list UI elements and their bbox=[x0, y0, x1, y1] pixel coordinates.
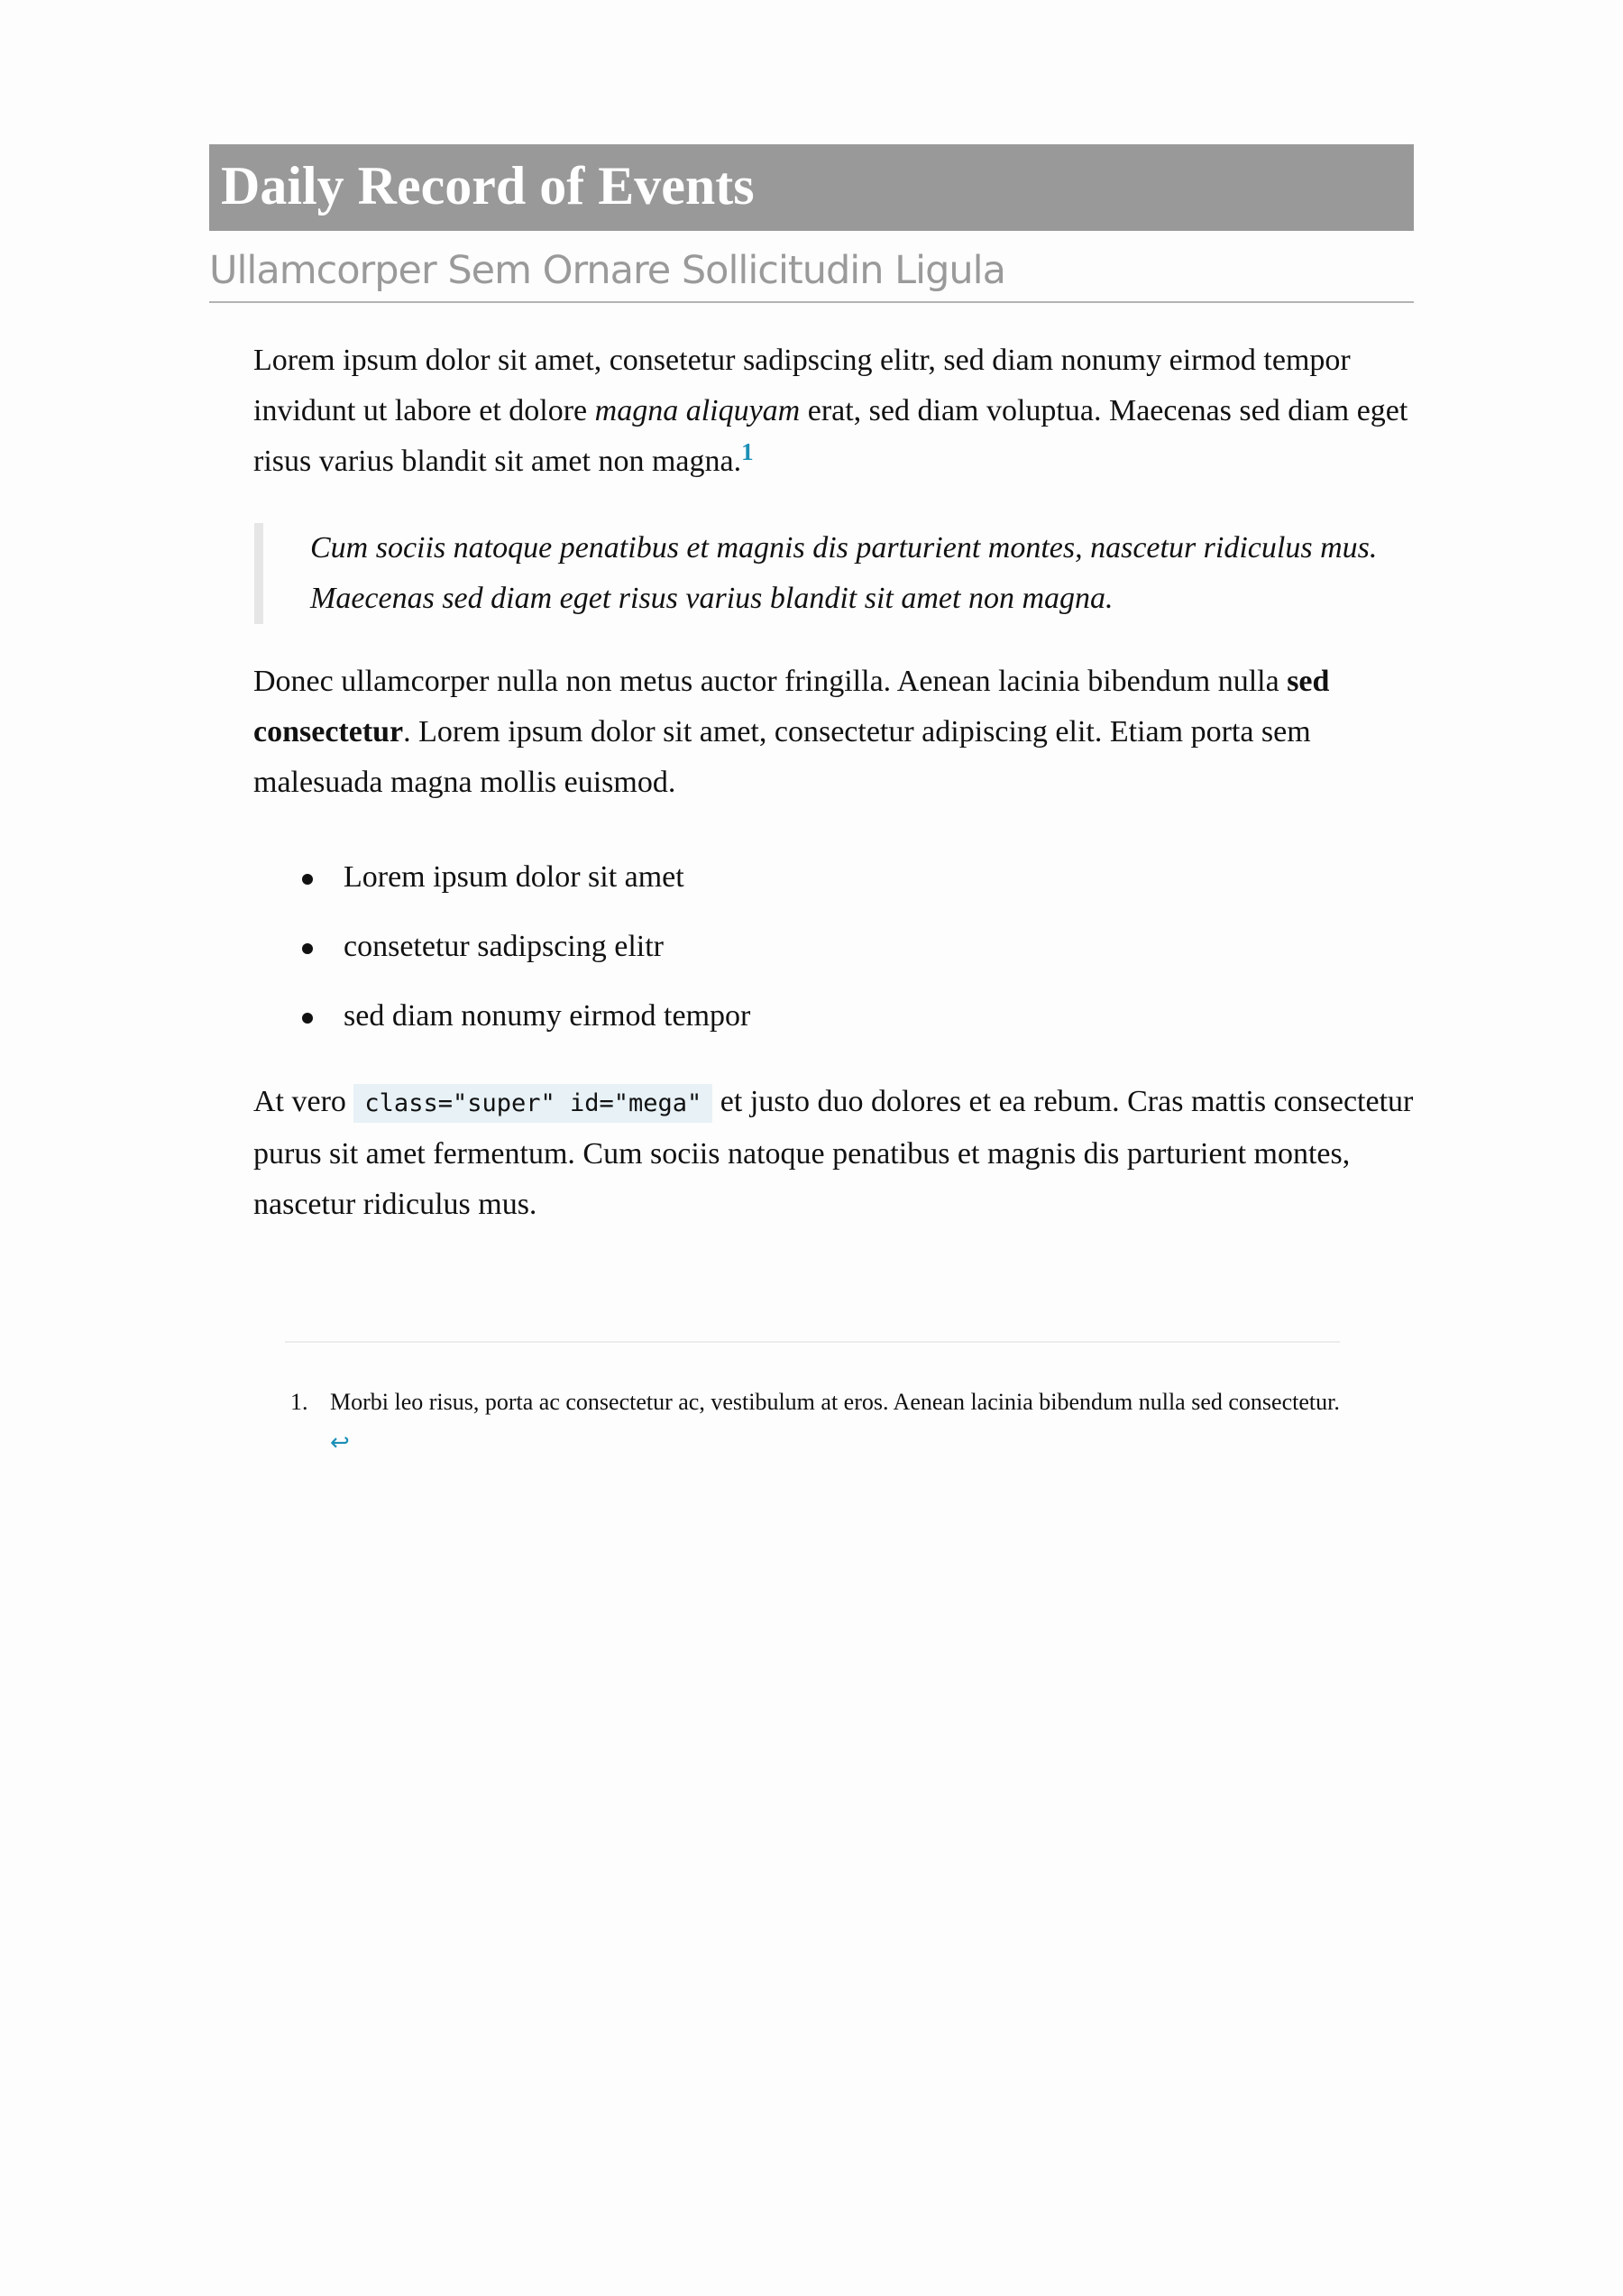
paragraph-3-text-before: At vero bbox=[253, 1085, 354, 1118]
section-heading-text: Ullamcorper Sem Ornare Sollicitudin Ligula bbox=[209, 248, 1005, 293]
paragraph-2-text-after: . Lorem ipsum dolor sit amet, consectetur adipiscing elit. Etiam porta sem malesuada magna mollis euismod. bbox=[253, 715, 1311, 799]
footnote-return-icon[interactable]: ↩ bbox=[330, 1429, 350, 1456]
footnote-item bbox=[285, 1382, 1340, 1464]
list-item bbox=[253, 852, 1335, 922]
list-item-text: Lorem ipsum dolor sit amet bbox=[344, 860, 684, 894]
blockquote: Cum sociis natoque penatibus et magnis dis parturient montes, nascetur ridiculus mus. Maecenas sed diam eget risus varius blandit sit amet non magna. bbox=[254, 523, 1381, 624]
footnote-text: Morbi leo risus, porta ac consectetur ac, vestibulum at eros. Aenean lacinia bibendum nulla sed consectetur. bbox=[330, 1389, 1340, 1415]
bullet-dot-icon bbox=[302, 1013, 313, 1024]
paragraph-1 bbox=[253, 335, 1417, 487]
paragraph-2-text-before: Donec ullamcorper nulla non metus auctor fringilla. Aenean lacinia bibendum nulla bbox=[253, 665, 1288, 698]
paragraph-1-text-after: erat, sed diam voluptua. Maecenas sed diam eget risus varius blandit sit amet non magna. bbox=[253, 394, 1408, 478]
footnote-number: 1. bbox=[290, 1389, 308, 1415]
footnotes-list bbox=[285, 1382, 1340, 1464]
list-item bbox=[253, 991, 1335, 1061]
inline-code: class="super" id="mega" bbox=[353, 1084, 712, 1123]
section-heading bbox=[209, 243, 1414, 303]
paragraph-1-text-before: Lorem ipsum dolor sit amet, consetetur sadipscing elitr, sed diam nonumy eirmod tempor invidunt ut labore et dolore bbox=[253, 344, 1351, 427]
bullet-dot-icon bbox=[302, 943, 313, 954]
footnotes-divider bbox=[285, 1341, 1340, 1343]
paragraph-2 bbox=[253, 657, 1417, 808]
bullet-dot-icon bbox=[302, 874, 313, 885]
list-item-text: consetetur sadipscing elitr bbox=[344, 930, 665, 963]
page-title: Daily Record of Events bbox=[221, 156, 755, 216]
list-item bbox=[253, 922, 1335, 991]
bullet-list bbox=[253, 852, 1335, 1061]
paragraph-3 bbox=[253, 1077, 1417, 1230]
paragraph-2-strong: sed consectetur bbox=[253, 665, 1330, 748]
paragraph-3-text-after: et justo duo dolores et ea rebum. Cras mattis consectetur purus sit amet fermentum. Cum sociis natoque penatibus et magnis dis parturient montes, nascetur ridiculus mus. bbox=[253, 1085, 1414, 1221]
title-banner bbox=[209, 144, 1414, 231]
list-item-text: sed diam nonumy eirmod tempor bbox=[344, 999, 751, 1033]
paragraph-1-emphasis: magna aliquyam bbox=[594, 394, 801, 427]
footnote-ref-link[interactable]: 1 bbox=[741, 438, 754, 465]
